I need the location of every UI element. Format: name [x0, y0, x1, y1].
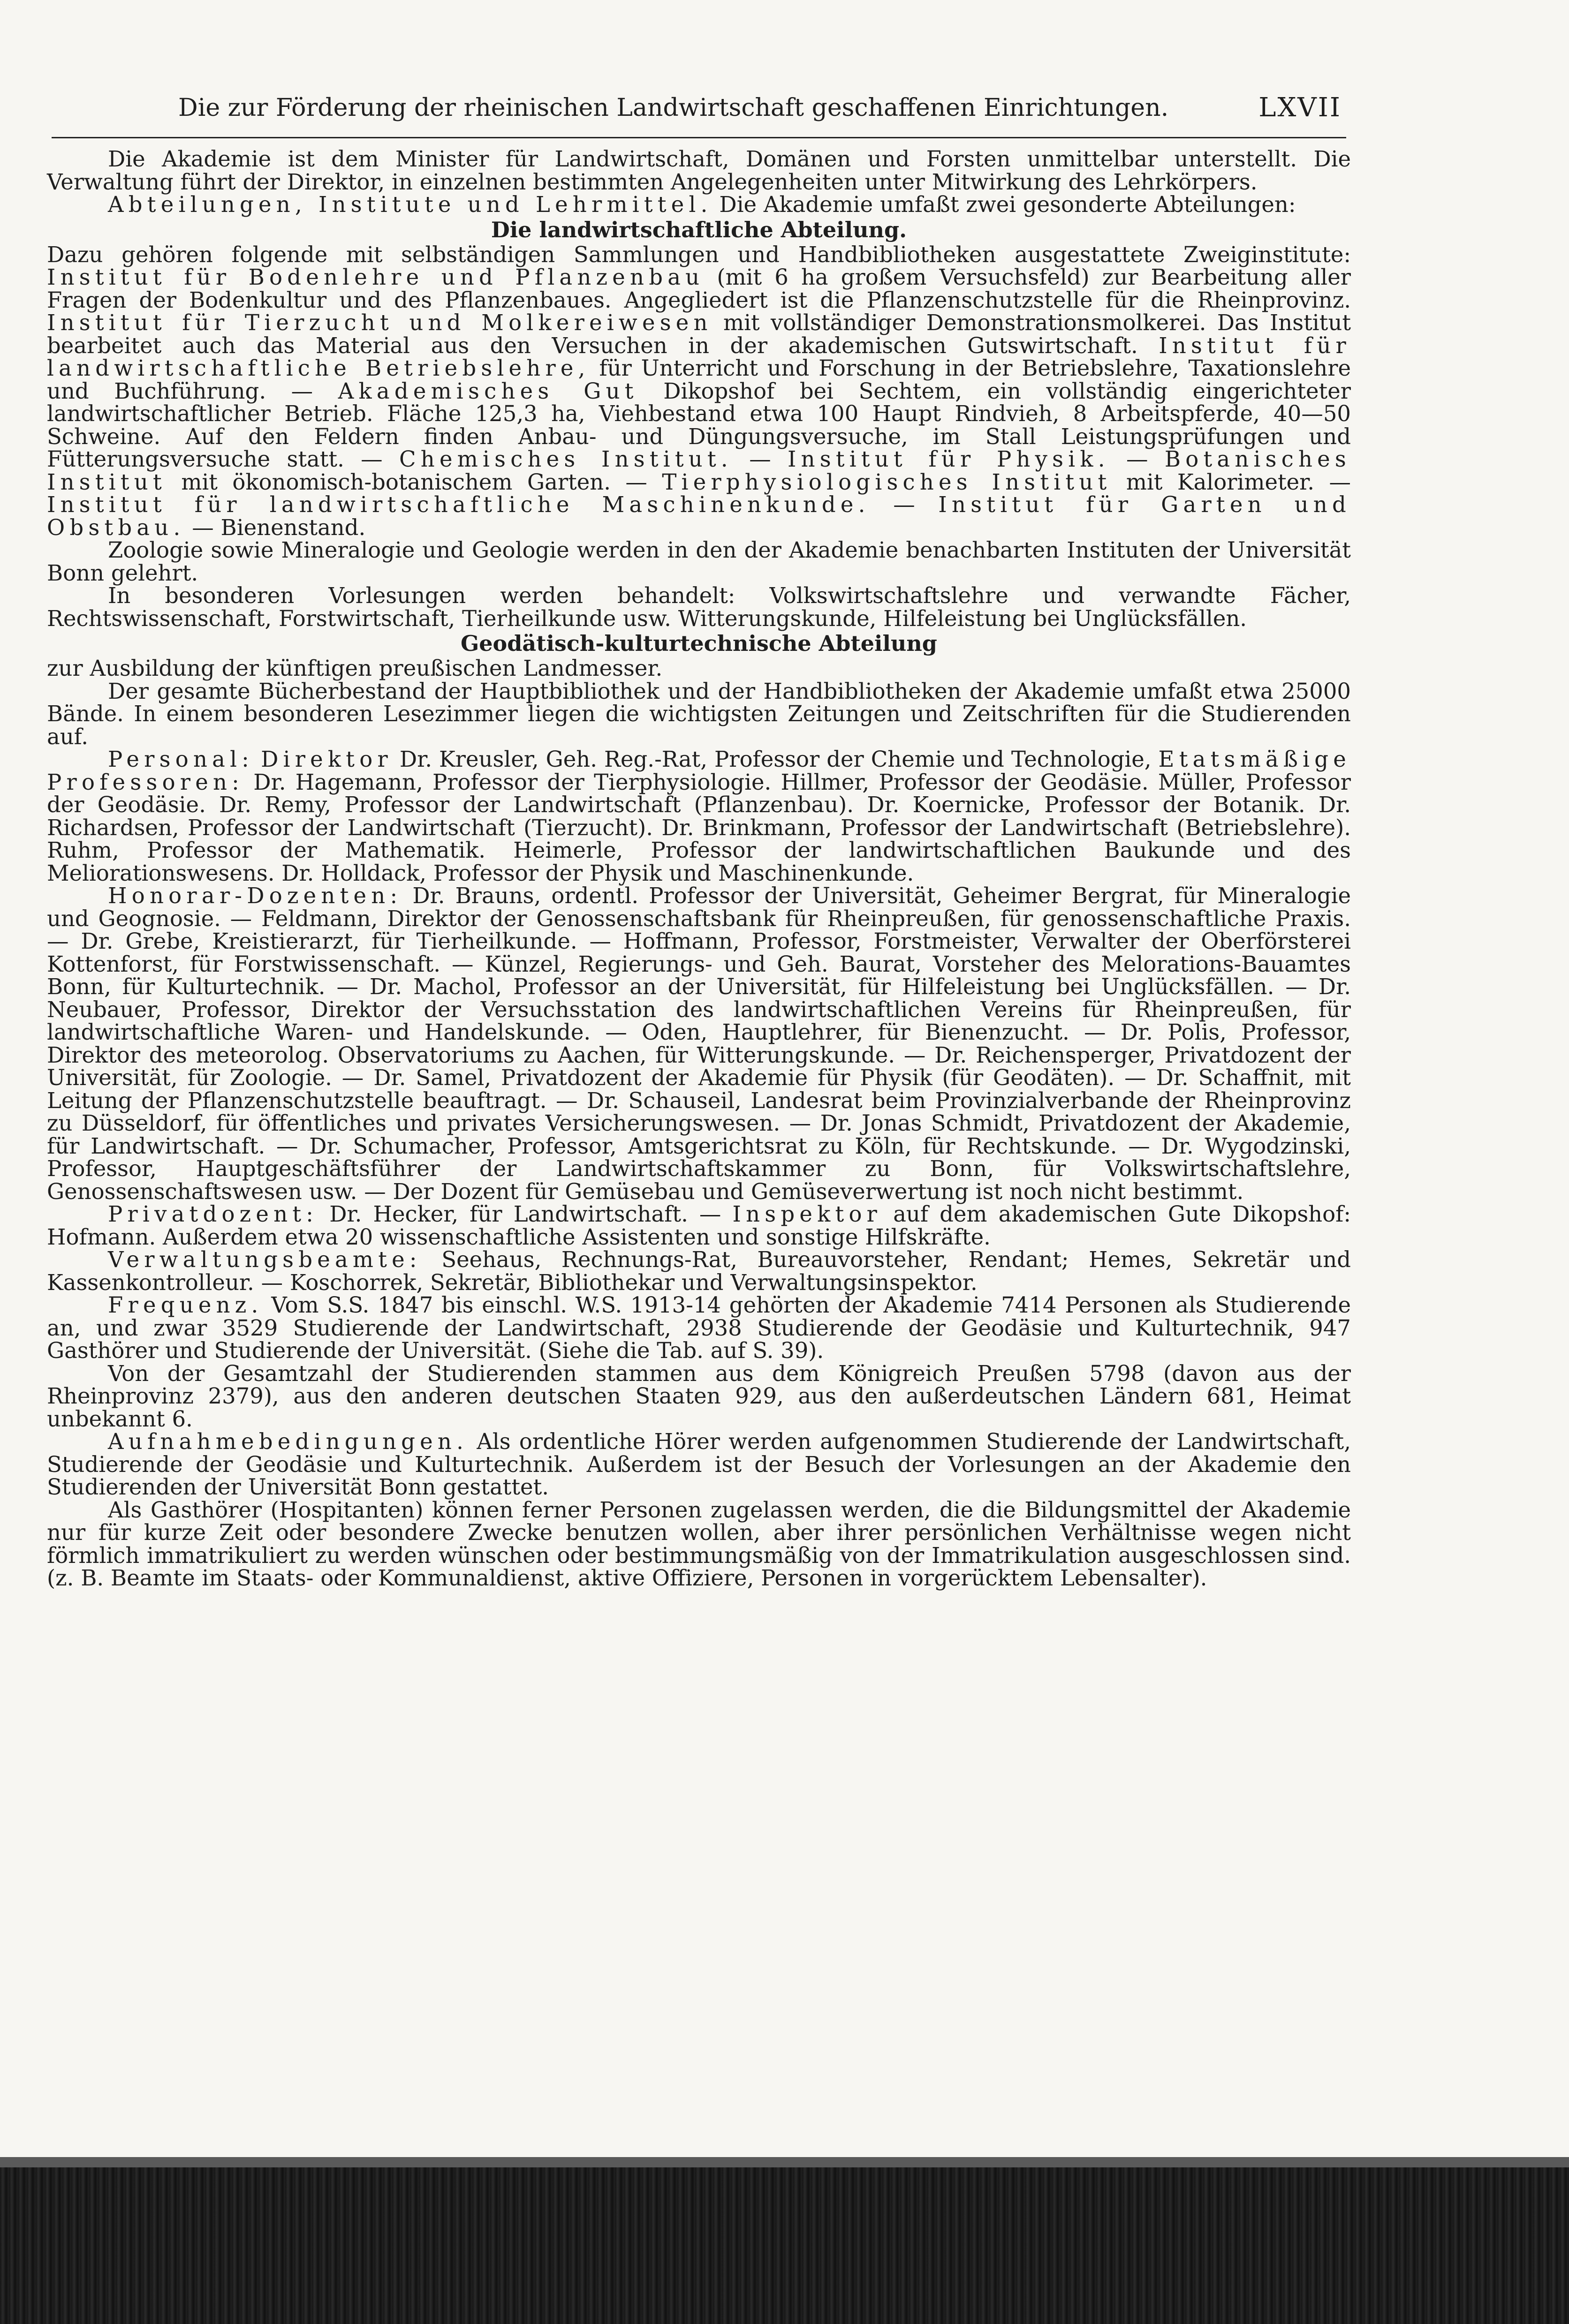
honorar-text: Dr. Brauns, ordentl. Professor der Universität, Geheimer Bergrat, für Mineralogie und Geognosie. — Feldmann, Direktor der Genossenschaftsbank für Rheinpreußen, für genossenschaftliche Praxis. — Dr. Grebe, Kreistierarzt, für Tierheilkunde. — Hoffmann, Professor, Forstmeister, Verwalter der Oberförsterei Kottenforst, für Forstwissenschaft. — Künzel, Regierungs- und Geh. Baurat, Vorsteher des Melorations-Bauamtes Bonn, für Kulturtechnik. — Dr. Machol, Professor an der Universität, für Hilfeleistung bei Unglücksfällen. — Dr. Neubauer, Professor, Direktor der Versuchsstation des landwirtschaftlichen Vereins für Rheinpreußen, für landwirtschaftliche Waren- und Handelskunde. — Oden, Hauptlehrer, für Bienenzucht. — Dr. Polis, Professor, Direktor des meteorolog. Observatoriums zu Aachen, für Witterungskunde. — Dr. Reichensperger, Privatdozent der Universität, für Zoologie. — Dr. Samel, Privatdozent der Akademie für Physik (für Geodäten). — Dr. Schaffnit, mit Leitung der Pflanzenschutzstelle beauftragt. — Dr. Schauseil, Landesrat beim Provinzialverbande der Rheinprovinz zu Düsseldorf, für öffentliches und privates Versicherungswesen. — Dr. Jonas Schmidt, Privatdozent der Akademie, für Landwirtschaft. — Dr. Schumacher, Professor, Amtsgerichtsrat zu Köln, für Rechtskunde. — Dr. Wygodzinski, Professor, Hauptgeschäftsführer der Landwirtschaftskammer zu Bonn, für Volkswirtschaftslehre, Genossenschaftswesen usw. — Der Dozent für Gemüsebau und Gemüseverwertung ist noch nicht bestimmt. [47, 883, 1351, 1204]
running-head-title: Die zur Förderung der rheinischen Landwirtschaft geschaffenen Einrichtungen. [178, 94, 1169, 122]
personal-label: Personal: [108, 747, 254, 772]
landwirtschaftliche-heading: Die landwirtschaftliche Abteilung. [491, 217, 907, 242]
landw-text-11: — Bienenstand. [185, 514, 366, 540]
privatdozent-paragraph [47, 1203, 1351, 1248]
landw-text-7: — [1109, 446, 1165, 472]
zoologie-paragraph: Zoologie sowie Mineralogie und Geologie werden in den der Akademie benachbarten Instituten der Universität Bonn gelehrt. [47, 537, 1351, 586]
landw-text-8: mit ökonomisch-botanischem Garten. — [166, 469, 662, 495]
tierphysiologisches-institut: Tierphysiologisches Institut [662, 469, 1112, 495]
direktor-label: Direktor [261, 747, 393, 772]
abteilungen-text: Die Akademie umfaßt zwei gesonderte Abteilungen: [712, 192, 1296, 217]
etat-text: Dr. Hagemann, Professor der Tierphysiologie. Hillmer, Professor der Geodäsie. Müller, Professor der Geodäsie. Dr. Remy, Professor der Landwirtschaft (Pflanzenbau). Dr. Koernicke, Professor der Botanik. Dr. Richardsen, Professor der Landwirtschaft (Tierzucht). Dr. Brinkmann, Professor der Landwirtschaft (Betriebslehre). Ruhm, Professor der Mathematik. Heimerle, Professor der landwirtschaftlichen Baukunde und des Meliorationswesens. Dr. Holldack, Professor der Physik und Maschinenkunde. [47, 769, 1351, 886]
verwaltung-paragraph [47, 1248, 1351, 1294]
institut-tierzucht: Institut für Tierzucht und Molkereiwesen [47, 310, 712, 335]
landw-text-6: — [732, 446, 788, 472]
gasthoerer-paragraph: Als Gasthörer (Hospitanten) können ferner Personen zugelassen werden, die die Bildungsmittel der Akademie nur für kurze Zeit oder besondere Zwecke benutzen wollen, aber ihrer persönlichen Verhältnisse wegen nicht förmlich immatrikuliert zu werden wünschen oder bestimmungsmäßig von der Immatrikulation ausgeschlossen sind. (z. B. Beamte im Staats- oder Kommunaldienst, aktive Offiziere, Personen in vorgerücktem Lebensalter). [47, 1497, 1351, 1591]
institut-garten-obstbau: Institut für Garten und Obstbau. [47, 492, 1351, 540]
institut-maschinenkunde: Institut für landwirtschaftliche Maschinenkunde. [47, 492, 870, 517]
scan-shadow-band [0, 2157, 1569, 2324]
institut-betriebslehre: Institut für landwirtschaftliche Betriebslehre, [47, 332, 1351, 381]
page-body [47, 148, 1351, 1590]
aufnahme-text: Als ordentliche Hörer werden aufgenommen Studierende der Landwirtschaft, Studierende der Geodäsie und Kulturtechnik. Außerdem ist der Besuch der Vorlesungen an der Akademie den Studierenden der Universität Bonn gestattet. [47, 1429, 1351, 1500]
institut-bodenlehre: Institut für Bodenlehre und Pflanzenbau [47, 264, 705, 290]
verwaltung-text: Seehaus, Rechnungs-Rat, Bureauvorsteher, Rendant; Hemes, Sekretär und Kassenkontrolleur. — Koschorrek, Sekretär, Bibliothekar und Verwaltungsinspektor. [47, 1247, 1351, 1295]
privatdozent-label: Privatdozent: [108, 1201, 318, 1227]
etat-label: Etatsmäßige Professoren: [47, 747, 1351, 795]
landw-text-2: (mit 6 ha großem Versuchsfeld) zur Bearbeitung aller Fragen der Bodenkultur und des Pflanzenbaues. Angegliedert ist die Pflanzenschutzstelle für die Rheinprovinz. [47, 264, 1351, 313]
landw-text-5: Dikopshof bei Sechtem, ein vollständig eingerichteter landwirtschaftlicher Betrieb. Fläche 125,3 ha, Viehbestand etwa 100 Haupt Rindvieh, 8 Arbeitspferde, 40—50 Schweine. Auf den Feldern finden Anbau- und Düngungsversuche, im Stall Leistungsprüfungen und Fütterungsversuche statt. — [47, 378, 1351, 472]
verwaltung-label: Verwaltungsbeamte: [108, 1247, 422, 1272]
landw-institutes-paragraph [47, 243, 1351, 539]
geodaetisch-heading: Geodätisch-kulturtechnische Abteilung [461, 631, 937, 656]
aufnahme-label: Aufnahmebedingungen. [108, 1429, 469, 1454]
personal-paragraph [47, 748, 1351, 884]
inspektor-text: auf dem akademischen Gute Dikopshof: Hofmann. Außerdem etwa 20 wissenschaftliche Assistenten und sonstige Hilfskräfte. [47, 1201, 1351, 1250]
page-number: LXVII [1258, 92, 1342, 123]
aufnahme-paragraph [47, 1430, 1351, 1499]
header-rule [52, 137, 1346, 138]
abteilungen-label: Abteilungen, Institute und Lehrmittel. [108, 192, 712, 217]
landw-text-9: mit Kalorimeter. — [1111, 469, 1351, 495]
intro-paragraph: Die Akademie ist dem Minister für Landwirtschaft, Domänen und Forsten unmittelbar unterstellt. Die Verwaltung führt der Direktor, in einzelnen bestimmten Angelegenheiten unter Mitwirkung des Lehrkörpers. [47, 146, 1351, 195]
honorar-label: Honorar-Dozenten: [108, 883, 402, 908]
landw-text-3: mit vollständiger Demonstrationsmolkerei. Das Institut bearbeitet auch das Material aus den Versuchen in der akademischen Gutswirtschaft. [47, 310, 1351, 358]
inspektor-label: Inspektor [732, 1201, 882, 1227]
landw-text-10: — [870, 492, 939, 517]
abteilungen-paragraph [47, 193, 1351, 216]
akademisches-gut: Akademisches Gut [338, 378, 638, 404]
frequenz-label: Frequenz. [108, 1292, 263, 1318]
scan-shadow-edge [0, 2157, 1569, 2167]
geod-purpose: zur Ausbildung der künftigen preußischen Landmesser. [47, 656, 663, 681]
herkunft-paragraph: Von der Gesamtzahl der Studierenden stammen aus dem Königreich Preußen 5798 (davon aus der Rheinprovinz 2379), aus den anderen deutschen Staaten 929, aus den außerdeutschen Ländern 681, Heimat unbekannt 6. [47, 1360, 1351, 1432]
vorlesungen-paragraph: In besonderen Vorlesungen werden behandelt: Volkswirtschaftslehre und verwandte Fächer, Rechtswissenschaft, Forstwirtschaft, Tierheilkunde usw. Witterungskunde, Hilfeleistung bei Unglücksfällen. [47, 583, 1351, 631]
landw-text-4: für Unterricht und Forschung in der Betriebslehre, Taxationslehre und Buchführung. — [47, 355, 1351, 404]
chemisches-institut: Chemisches Institut. [399, 446, 733, 472]
running-head [178, 91, 1342, 124]
frequenz-paragraph [47, 1294, 1351, 1362]
direktor-text: Dr. Kreusler, Geh. Reg.-Rat, Professor der Chemie und Technologie, [392, 747, 1159, 772]
botanisches-institut: Botanisches Institut [47, 446, 1351, 495]
buecherbestand-paragraph: Der gesamte Bücherbestand der Hauptbibliothek und der Handbibliotheken der Akademie umfaßt etwa 25000 Bände. In einem besonderen Lesezimmer liegen die wichtigsten Zeitungen und Zeitschriften für die Studierenden auf. [47, 678, 1351, 749]
honorar-paragraph [47, 884, 1351, 1203]
privatdozent-text: Dr. Hecker, für Landwirtschaft. — [318, 1201, 733, 1227]
frequenz-text: Vom S.S. 1847 bis einschl. W.S. 1913-14 gehörten der Akademie 7414 Personen als Studierende an, und zwar 3529 Studierende der Landwirtschaft, 2938 Studierende der Geodäsie und Kulturtechnik, 947 Gasthörer und Studierende der Universität. (Siehe die Tab. auf S. 39). [47, 1292, 1351, 1363]
landw-text-1: Dazu gehören folgende mit selbständigen Sammlungen und Handbibliotheken ausgestattete Zweiginstitute: [47, 241, 1351, 267]
institut-physik: Institut für Physik. [787, 446, 1110, 472]
